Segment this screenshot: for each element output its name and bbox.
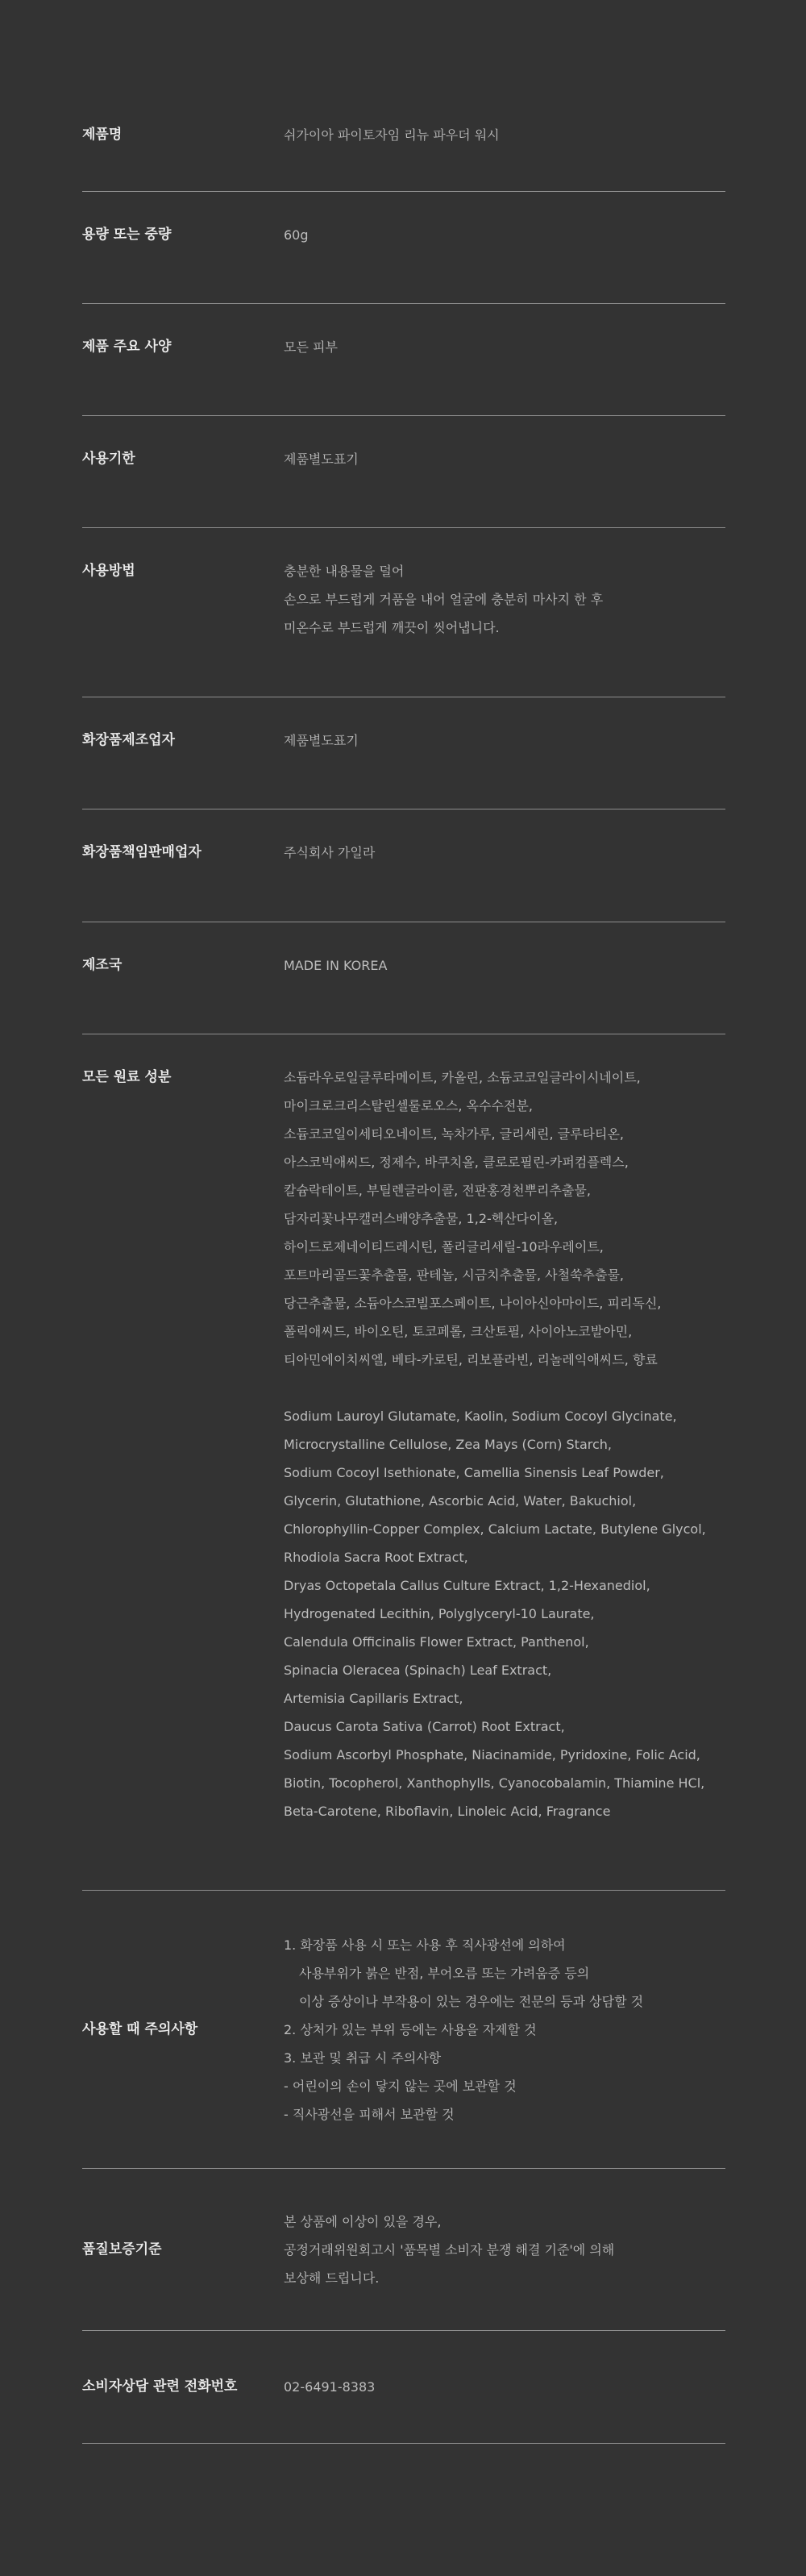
info-row-usage <box>82 528 725 697</box>
info-row-manufacturer <box>82 697 725 809</box>
row-label: 화장품제조업자 <box>82 732 175 748</box>
value-line: 충분한 내용물을 덜어 <box>284 564 405 579</box>
value-line: 제품별도표기 <box>284 733 359 748</box>
value-line: 이상 증상이나 부작용이 있는 경우에는 전문의 등과 상담할 것 <box>299 1993 644 2009</box>
row-value <box>284 221 725 303</box>
row-value <box>284 121 725 191</box>
value-line: 60g <box>284 227 309 243</box>
value-line: 손으로 부드럽게 거품을 내어 얼굴에 충분히 마사지 한 후 <box>284 592 604 607</box>
value-line: 보상해 드립니다. <box>284 2270 380 2286</box>
ingredient-en-line: Microcrystalline Cellulose, Zea Mays (Corn) Starch, <box>284 1437 613 1452</box>
paragraph-gap <box>284 1374 725 1402</box>
info-row-ingredients <box>82 1034 725 1891</box>
row-label: 소비자상담 관련 전화번호 <box>82 2378 238 2395</box>
info-row-cautions <box>82 1891 725 2169</box>
value-line: 사용부위가 붉은 반점, 부어오름 또는 가려움증 등의 <box>299 1965 590 1981</box>
ingredient-en-line: Glycerin, Glutathione, Ascorbic Acid, Water, Bakuchiol, <box>284 1493 637 1509</box>
row-label: 모든 원료 성분 <box>82 1069 172 1085</box>
ingredient-en-line: Chlorophyllin-Copper Complex, Calcium Lactate, Butylene Glycol, <box>284 1521 706 1537</box>
info-row-country <box>82 922 725 1034</box>
row-label: 사용기한 <box>82 451 135 467</box>
ingredient-ko-line: 칼슘락테이트, 부틸렌글라이콜, 전판홍경천뿌리추출물, <box>284 1183 591 1198</box>
value-line: 미온수로 부드럽게 깨끗이 씻어냅니다. <box>284 620 500 635</box>
row-label: 제조국 <box>82 957 123 973</box>
row-value <box>284 839 725 922</box>
ingredient-ko-line: 아스코빅애씨드, 정제수, 바쿠치올, 클로로필린-카퍼컴플렉스, <box>284 1155 629 1170</box>
ingredient-en-line: Rhodiola Sacra Root Extract, <box>284 1550 468 1565</box>
info-row-spec <box>82 304 725 416</box>
ingredient-en-line: Spinacia Oleracea (Spinach) Leaf Extract, <box>284 1663 552 1678</box>
row-value <box>284 2373 725 2401</box>
ingredient-ko-line: 소듐라우로일글루타메이트, 카올린, 소듐코코일글라이시네이트, <box>284 1070 641 1085</box>
info-row-expiry <box>82 416 725 528</box>
ingredient-en-line: Biotin, Tocopherol, Xanthophylls, Cyanocobalamin, Thiamine HCl, <box>284 1775 705 1791</box>
row-label: 화장품책임판매업자 <box>82 844 202 860</box>
ingredient-en-line: Beta-Carotene, Riboflavin, Linoleic Acid, Fragrance <box>284 1804 611 1819</box>
row-value <box>284 557 725 697</box>
ingredient-en-line: Hydrogenated Lecithin, Polyglyceryl-10 Laurate, <box>284 1606 595 1621</box>
value-line: 공정거래위원회고시 '품목별 소비자 분쟁 해결 기준'에 의해 <box>284 2241 615 2258</box>
row-value <box>284 1063 725 1890</box>
ingredient-ko-line: 마이크로크리스탈린셀룰로오스, 옥수수전분, <box>284 1098 533 1113</box>
value-line: 주식회사 가일라 <box>284 845 376 860</box>
value-line: 1. 화장품 사용 시 또는 사용 후 직사광선에 의하여 <box>284 1937 566 1953</box>
row-value <box>284 726 725 809</box>
info-row-phone <box>82 2331 725 2444</box>
ingredient-en-line: Sodium Ascorbyl Phosphate, Niacinamide, Pyridoxine, Folic Acid, <box>284 1747 700 1762</box>
ingredient-ko-line: 소듐코코일이세티오네이트, 녹차가루, 글리세린, 글루타티온, <box>284 1126 625 1142</box>
row-value <box>284 333 725 415</box>
row-label: 품질보증기준 <box>82 2241 162 2258</box>
ingredient-ko-line: 하이드로제네이티드레시틴, 폴리글리세릴-10라우레이트, <box>284 1239 604 1255</box>
ingredient-en-line: Calendula Officinalis Flower Extract, Panthenol, <box>284 1634 589 1650</box>
ingredient-en-line: Artemisia Capillaris Extract, <box>284 1691 463 1706</box>
ingredient-ko-line: 폴릭애씨드, 바이오틴, 토코페롤, 크산토필, 사이아노코발아민, <box>284 1324 633 1339</box>
value-line: 쉬가이아 파이토자임 리뉴 파우더 워시 <box>284 127 500 143</box>
row-value <box>284 2208 725 2292</box>
value-line: 제품별도표기 <box>284 452 359 467</box>
value-line: - 직사광선을 피해서 보관할 것 <box>284 2106 455 2122</box>
row-label: 제품명 <box>82 127 123 143</box>
row-label: 사용방법 <box>82 563 135 579</box>
row-value <box>284 1931 725 2129</box>
row-value <box>284 445 725 527</box>
ingredient-ko-line: 담자리꽃나무캘러스배양추출물, 1,2-헥산다이올, <box>284 1211 559 1226</box>
value-line: 3. 보관 및 취급 시 주의사항 <box>284 2050 442 2066</box>
row-value <box>284 951 725 1034</box>
info-row-volume <box>82 192 725 304</box>
value-line: MADE IN KOREA <box>284 958 388 973</box>
product-info-table <box>82 109 725 2444</box>
phone-number: 02-6491-8383 <box>284 2379 376 2395</box>
value-line: 모든 피부 <box>284 339 338 355</box>
ingredient-ko-line: 티아민에이치씨엘, 베타-카로틴, 리보플라빈, 리놀레익애씨드, 향료 <box>284 1352 658 1367</box>
info-row-product-name <box>82 109 725 192</box>
ingredient-en-line: Dryas Octopetala Callus Culture Extract, 1,2-Hexanediol, <box>284 1578 650 1593</box>
ingredient-en-line: Sodium Lauroyl Glutamate, Kaolin, Sodium Cocoyl Glycinate, <box>284 1409 677 1424</box>
ingredient-en-line: Daucus Carota Sativa (Carrot) Root Extract, <box>284 1719 565 1734</box>
value-line: 본 상품에 이상이 있을 경우, <box>284 2213 442 2229</box>
value-line: 2. 상처가 있는 부위 등에는 사용을 자제할 것 <box>284 2021 537 2037</box>
value-line: - 어린이의 손이 닿지 않는 곳에 보관할 것 <box>284 2078 517 2094</box>
row-label: 사용할 때 주의사항 <box>82 2020 198 2037</box>
ingredient-en-line: Sodium Cocoyl Isethionate, Camellia Sinensis Leaf Powder, <box>284 1465 664 1480</box>
ingredient-ko-line: 포트마리골드꽃추출물, 판테놀, 시금치추출물, 사철쑥추출물, <box>284 1267 625 1283</box>
info-row-quality <box>82 2169 725 2331</box>
row-label: 용량 또는 중량 <box>82 227 172 243</box>
info-row-seller <box>82 809 725 922</box>
ingredient-ko-line: 당근추출물, 소듐아스코빌포스페이트, 나이아신아마이드, 피리독신, <box>284 1296 662 1311</box>
row-label: 제품 주요 사양 <box>82 339 172 355</box>
